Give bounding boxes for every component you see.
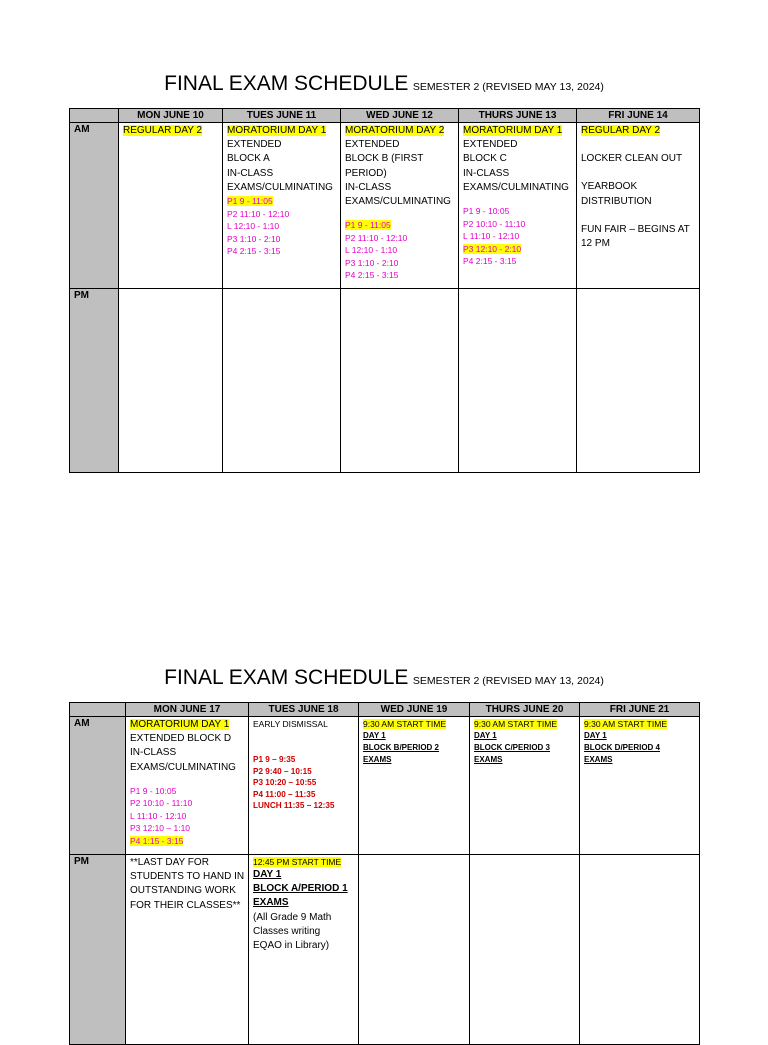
schedule-cell: [249, 855, 359, 1045]
period-time: P4 2:15 - 3:15: [463, 256, 517, 267]
cell-text: BLOCK A/PERIOD 1: [253, 883, 348, 895]
cell-text: BLOCK A: [227, 153, 270, 165]
corner-cell: [70, 109, 119, 123]
day-header: THURS JUNE 13: [459, 109, 577, 123]
cell-text: DAY 1: [363, 731, 386, 740]
period-time: P3 1:10 - 2:10: [345, 257, 399, 268]
schedule2-subtitle: SEMESTER 2 (REVISED MAY 13, 2024): [412, 675, 604, 687]
cell-text: EQAO in Library): [253, 940, 330, 952]
period-time: P3 12:10 - 2:10: [463, 243, 522, 254]
period-time: P2 10:10 - 11:10: [463, 218, 526, 229]
cell-text: EXAMS: [253, 897, 289, 909]
schedule-cell: [359, 855, 470, 1045]
cell-text: BLOCK B (FIRST: [345, 153, 424, 165]
period-time: P2 10:10 - 11:10: [130, 798, 193, 809]
cell-text: PERIOD): [345, 167, 387, 179]
schedule-cell: [470, 717, 580, 855]
cell-text: MORATORIUM DAY 1: [130, 719, 230, 730]
pm-label: PM: [70, 855, 126, 1045]
cell-text: MORATORIUM DAY 2: [345, 125, 445, 136]
cell-text: EXAMS/CULMINATING: [130, 761, 236, 773]
cell-text: 12 PM: [581, 238, 610, 250]
schedule-cell: [249, 717, 359, 855]
cell-text: EXTENDED: [227, 139, 282, 151]
period-time: P1 9 - 11:05: [227, 196, 273, 207]
period-time: L 12:10 - 1:10: [227, 221, 280, 232]
schedule-cell: [459, 289, 577, 473]
cell-text: BLOCK C: [463, 153, 507, 165]
cell-text: 9:30 AM START TIME: [363, 719, 446, 729]
cell-text: FOR THEIR CLASSES**: [130, 899, 241, 911]
day-header: MON JUNE 10: [119, 109, 223, 123]
cell-text: EXAMS: [474, 755, 503, 764]
period-time: P1 9 - 10:05: [463, 206, 510, 217]
period-time: P2 11:10 - 12:10: [345, 232, 408, 243]
period-time: P1 9 - 11:05: [345, 220, 391, 231]
period-time: L 12:10 - 1:10: [345, 245, 398, 256]
day-header: MON JUNE 17: [126, 703, 249, 717]
period-time: P1 9 - 10:05: [130, 785, 177, 796]
period-time: P2 9:40 – 10:15: [253, 766, 312, 776]
period-time: P3 1:10 - 2:10: [227, 233, 281, 244]
schedule-cell: [223, 289, 341, 473]
cell-text: IN-CLASS: [345, 181, 392, 193]
cell-text: EXAMS: [584, 755, 613, 764]
corner-cell: [70, 703, 126, 717]
cell-text: IN-CLASS: [130, 747, 177, 759]
cell-text: 9:30 AM START TIME: [474, 719, 557, 729]
cell-text: BLOCK C/PERIOD 3: [474, 743, 551, 752]
cell-text: BLOCK B/PERIOD 2: [363, 743, 440, 752]
cell-text: EXAMS: [363, 755, 392, 764]
day-header: FRI JUNE 14: [577, 109, 700, 123]
period-time: P2 11:10 - 12:10: [227, 208, 290, 219]
schedule-cell: [126, 855, 249, 1045]
schedule1-title: FINAL EXAM SCHEDULE: [164, 72, 409, 95]
cell-text: EXTENDED: [463, 139, 518, 151]
day-header: TUES JUNE 18: [249, 703, 359, 717]
cell-text: FUN FAIR – BEGINS AT: [581, 223, 690, 235]
day-header: FRI JUNE 21: [580, 703, 700, 717]
cell-text: LOCKER CLEAN OUT: [581, 153, 683, 165]
schedule-cell: [459, 123, 577, 289]
cell-text: DISTRIBUTION: [581, 195, 652, 207]
schedule-cell: [223, 123, 341, 289]
schedule2-table: [69, 702, 700, 1045]
cell-text: EXAMS/CULMINATING: [345, 196, 451, 208]
cell-text: DAY 1: [474, 731, 497, 740]
day-header: THURS JUNE 20: [470, 703, 580, 717]
cell-text: MORATORIUM DAY 1: [463, 125, 563, 136]
cell-text: YEARBOOK: [581, 181, 638, 193]
cell-text: **LAST DAY FOR: [130, 857, 209, 868]
cell-text: BLOCK D/PERIOD 4: [584, 743, 661, 752]
cell-text: EARLY DISMISSAL: [253, 719, 328, 729]
pm-row: [70, 855, 700, 1045]
period-time: L 11:10 - 12:10: [130, 810, 187, 821]
schedule-cell: [359, 717, 470, 855]
cell-text: DAY 1: [584, 731, 607, 740]
period-time: LUNCH 11:35 – 12:35: [253, 801, 335, 810]
day-header: WED JUNE 12: [341, 109, 459, 123]
day-header: TUES JUNE 11: [223, 109, 341, 123]
schedule1-title-bar: [0, 72, 768, 96]
period-time: P1 9 – 9:35: [253, 755, 296, 764]
schedule-cell: [119, 289, 223, 473]
schedule-cell: [341, 123, 459, 289]
cell-text: IN-CLASS: [227, 167, 274, 179]
cell-text: (All Grade 9 Math: [253, 911, 332, 923]
schedule1-header-row: [70, 109, 700, 123]
period-time: P3 12:10 – 1:10: [130, 823, 191, 834]
am-label: AM: [70, 123, 119, 289]
schedule-cell: [126, 717, 249, 855]
period-time: P4 2:15 - 3:15: [227, 246, 281, 257]
schedule-cell: [580, 717, 700, 855]
cell-text: MORATORIUM DAY 1: [227, 125, 327, 136]
period-time: P4 11:00 – 11:35: [253, 789, 316, 799]
cell-text: REGULAR DAY 2: [581, 125, 661, 136]
schedule-cell: [341, 289, 459, 473]
schedule-cell: [577, 289, 700, 473]
am-row: [70, 123, 700, 289]
cell-text: STUDENTS TO HAND IN: [130, 871, 245, 883]
schedule-cell: [119, 123, 223, 289]
schedule-cell: [577, 123, 700, 289]
schedule-cell: [470, 855, 580, 1045]
cell-text: 12:45 PM START TIME: [253, 857, 342, 867]
period-time: P3 10:20 – 10:55: [253, 778, 317, 787]
period-time: P4 2:15 - 3:15: [345, 270, 399, 281]
cell-text: EXTENDED: [345, 139, 400, 151]
cell-text: REGULAR DAY 2: [123, 125, 203, 136]
cell-text: EXAMS/CULMINATING: [463, 181, 569, 193]
schedule2-header-row: [70, 703, 700, 717]
cell-text: 9:30 AM START TIME: [584, 719, 667, 729]
cell-text: IN-CLASS: [463, 167, 510, 179]
schedule1-subtitle: SEMESTER 2 (REVISED MAY 13, 2024): [412, 81, 604, 93]
schedule2-title: FINAL EXAM SCHEDULE: [164, 666, 409, 689]
cell-text: EXAMS/CULMINATING: [227, 181, 333, 193]
cell-text: Classes writing: [253, 925, 321, 937]
pm-row: [70, 289, 700, 473]
am-label: AM: [70, 717, 126, 855]
cell-text: EXTENDED BLOCK D: [130, 733, 232, 745]
schedule-cell: [580, 855, 700, 1045]
period-time: L 11:10 - 12:10: [463, 231, 520, 242]
cell-text: OUTSTANDING WORK: [130, 885, 236, 897]
schedule1-table: [69, 108, 700, 473]
cell-text: DAY 1: [253, 869, 282, 880]
pm-label: PM: [70, 289, 119, 473]
period-time: P4 1:15 - 3:15: [130, 835, 184, 846]
day-header: WED JUNE 19: [359, 703, 470, 717]
schedule2-title-bar: [0, 666, 768, 690]
am-row: [70, 717, 700, 855]
